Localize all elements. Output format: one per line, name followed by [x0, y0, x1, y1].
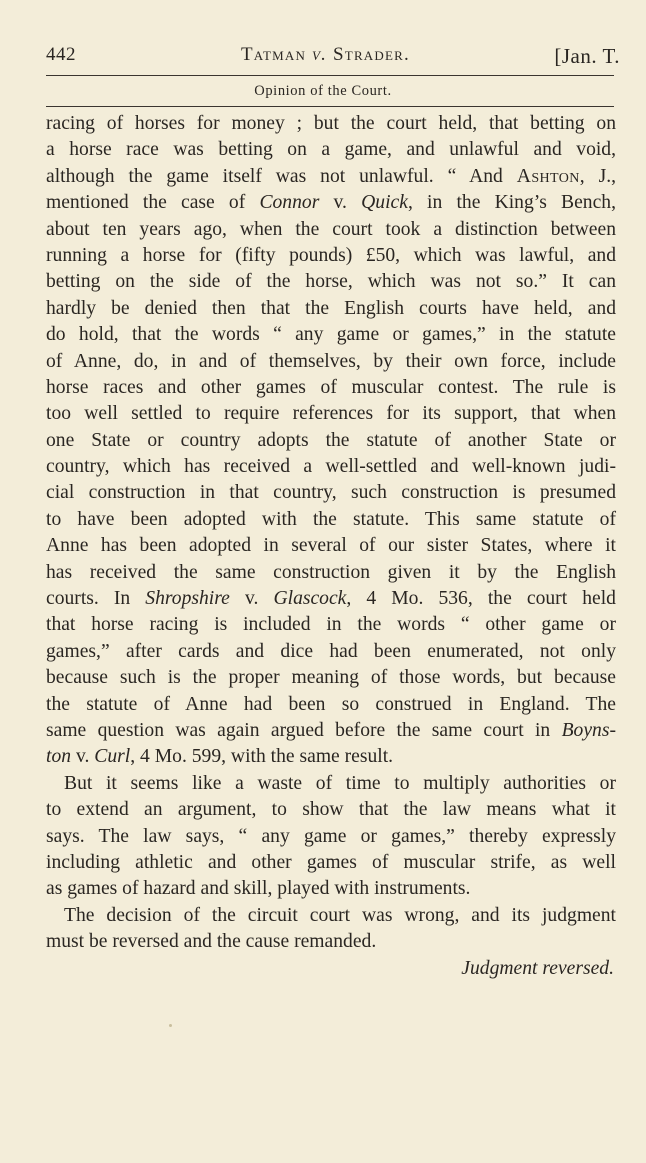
text-line: running a horse for (fifty pounds) £50, which was lawful, and	[46, 244, 616, 266]
running-head	[46, 44, 620, 74]
case-name: Connor	[259, 192, 320, 214]
party-name-left: Tatman	[241, 44, 307, 65]
case-name: Curl	[94, 746, 131, 768]
judgment-line: Judgment reversed.	[461, 957, 614, 979]
text-line: ton v. Curl, 4 Mo. 599, with the same result.	[46, 746, 394, 768]
paper-speck	[169, 1024, 172, 1027]
case-name: ton	[46, 746, 72, 768]
text-line: But it seems like a waste of time to multiply authorities or	[64, 772, 616, 794]
text-line: one State or country adopts the statute of another State or	[46, 429, 616, 451]
opinion-text	[46, 111, 616, 982]
text-line: of Anne, do, in and of themselves, by their own force, include	[46, 350, 616, 372]
text-line: has received the same construction given it by the English	[46, 561, 616, 583]
text-line: including athletic and other games of muscular strife, as well	[46, 851, 616, 873]
text-line: hardly be denied then that the English courts have held, and	[46, 297, 616, 319]
text-line: a horse race was betting on a game, and unlawful and void,	[46, 139, 616, 161]
text-line: to extend an argument, to show that the law means what it	[46, 799, 616, 821]
running-title	[241, 44, 410, 66]
text-line: although the game itself was not unlawful. “ And Ashton, J.,	[46, 165, 616, 187]
text-line: to have been adopted with the statute. This same statute of	[46, 508, 616, 530]
text-line: that horse racing is included in the words “ other game or	[46, 614, 616, 636]
text-line: Anne has been adopted in several of our sister States, where it	[46, 535, 616, 557]
text-line: same question was again argued before the same court in Boyns-	[46, 719, 616, 741]
case-name: Quick	[361, 192, 408, 214]
party-name-right: Strader.	[333, 44, 410, 65]
text-line: mentioned the case of Connor v. Quick, in the King’s Bench,	[46, 192, 616, 214]
text-line: do hold, that the words “ any game or games,” in the statute	[46, 324, 616, 346]
text-line: cial construction in that country, such construction is presumed	[46, 482, 616, 504]
text-line: as games of hazard and skill, played with instruments.	[46, 878, 471, 900]
text-line: says. The law says, “ any game or games,” thereby expressly	[46, 825, 616, 847]
text-line: about ten years ago, when the court took a distinction between	[46, 218, 616, 240]
text-line: The decision of the circuit court was wrong, and its judgment	[64, 904, 616, 926]
case-name: Boyns-	[561, 719, 616, 741]
text-line: racing of horses for money ; but the court held, that betting on	[46, 113, 616, 134]
judge-name: Ashton	[516, 165, 580, 187]
section-subheading: Opinion of the Court.	[254, 83, 392, 99]
text-line: country, which has received a well-settled and well-known judi-	[46, 456, 616, 478]
page-number: 442	[46, 44, 76, 65]
case-name: Shropshire	[145, 588, 230, 610]
text-line: betting on the side of the horse, which was not so.” It can	[46, 271, 616, 293]
court-term: [Jan. T.	[554, 44, 620, 68]
text-line: courts. In Shropshire v. Glascock, 4 Mo. 536, the court held	[46, 588, 616, 610]
text-line: the statute of Anne had been so construed in England. The	[46, 693, 616, 715]
text-line: because such is the proper meaning of those words, but because	[46, 667, 616, 689]
case-name: Glascock	[273, 588, 347, 610]
header-rule-top	[46, 75, 614, 76]
text-line: horse races and other games of muscular contest. The rule is	[46, 376, 616, 398]
header-rule-bottom	[46, 106, 614, 107]
text-line: must be reversed and the cause remanded.	[46, 931, 377, 953]
versus: v.	[311, 44, 328, 65]
text-line: too well settled to require references for its support, that when	[46, 403, 616, 425]
text-line: games,” after cards and dice had been enumerated, not only	[46, 640, 616, 662]
